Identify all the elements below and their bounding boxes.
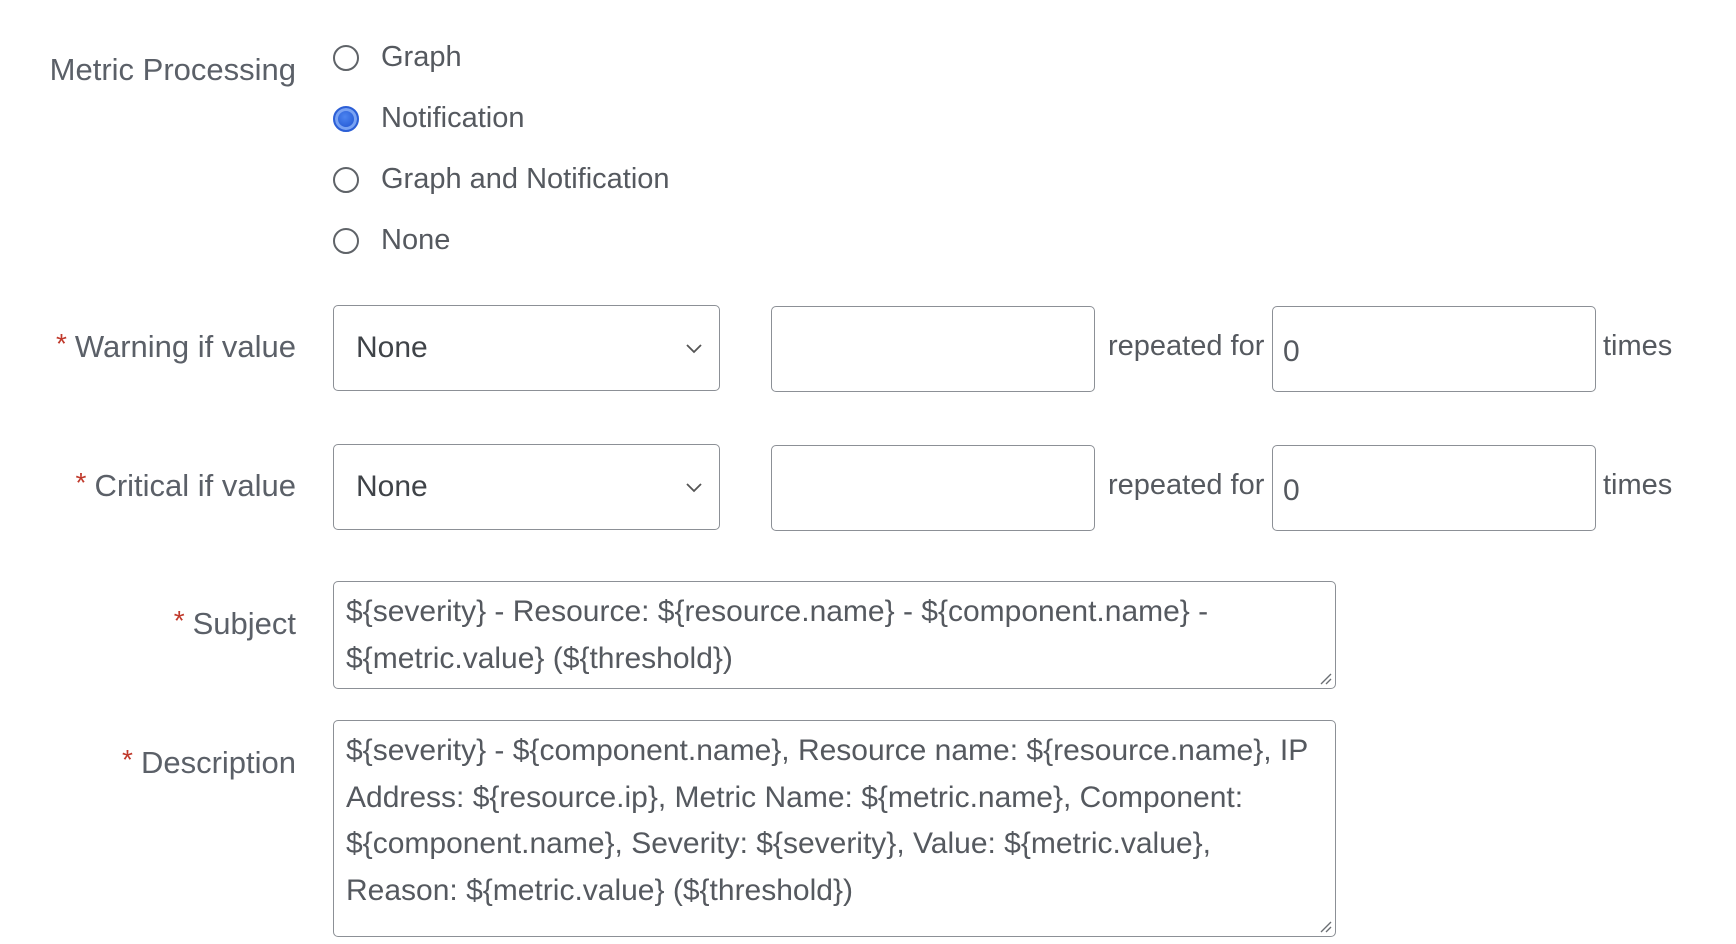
radio-option-graph-and-notification[interactable]: [333, 163, 670, 196]
metric-processing-label: [50, 52, 296, 88]
radio-notification[interactable]: [333, 106, 359, 132]
critical-label: [76, 468, 296, 504]
critical-threshold-input[interactable]: [771, 445, 1095, 531]
subject-value: ${severity} - Resource: ${resource.name} - ${component.name} - ${metric.value} (${threshold}): [346, 595, 1209, 675]
warning-operator-select[interactable]: [333, 305, 720, 391]
radio-label-notification: Notification: [381, 102, 525, 134]
critical-times-label: times: [1603, 469, 1673, 501]
radio-label-graph-and-notification: Graph and Notification: [381, 163, 670, 195]
warning-repeat-count-value: 0: [1283, 335, 1300, 368]
subject-label: [174, 606, 296, 642]
critical-operator-select[interactable]: [333, 444, 720, 530]
required-asterisk: *: [55, 328, 67, 359]
description-label: [122, 745, 296, 781]
metric-processing-label-text: Metric Processing: [49, 52, 296, 87]
description-value: ${severity} - ${component.name}, Resource name: ${resource.name}, IP Address: ${resource.ip}, Metric Name: ${metric.name}, Component: ${component.name}, Severity: ${severity}, Value: ${metric.value}, Reason: ${metric.value} (${threshold}): [346, 734, 1308, 907]
resize-grip-icon[interactable]: [1318, 919, 1332, 933]
chevron-down-icon: [685, 339, 703, 357]
warning-repeat-count-input[interactable]: [1272, 306, 1596, 392]
radio-graph-and-notification[interactable]: [333, 167, 359, 193]
radio-none[interactable]: [333, 228, 359, 254]
description-textarea[interactable]: [333, 720, 1336, 937]
warning-label-text: Warning if value: [74, 329, 296, 364]
radio-option-graph[interactable]: [333, 41, 462, 74]
critical-repeated-label: repeated for: [1108, 469, 1265, 501]
radio-label-graph: Graph: [381, 41, 462, 73]
warning-threshold-input[interactable]: [771, 306, 1095, 392]
warning-label: [56, 329, 296, 365]
critical-label-text: Critical if value: [94, 468, 296, 503]
subject-label-text: Subject: [192, 606, 296, 641]
radio-option-notification[interactable]: [333, 102, 524, 135]
radio-graph[interactable]: [333, 45, 359, 71]
resize-grip-icon[interactable]: [1318, 671, 1332, 685]
subject-textarea[interactable]: [333, 581, 1336, 689]
critical-repeat-count-value: 0: [1283, 474, 1300, 507]
warning-times-label: times: [1603, 330, 1673, 362]
required-asterisk: *: [122, 744, 133, 775]
warning-repeated-label: repeated for: [1108, 330, 1265, 362]
radio-option-none[interactable]: [333, 224, 450, 257]
description-label-text: Description: [140, 745, 296, 780]
chevron-down-icon: [685, 478, 703, 496]
warning-operator-value: None: [356, 331, 428, 364]
required-asterisk: *: [173, 605, 185, 636]
radio-label-none: None: [381, 224, 451, 256]
critical-repeat-count-input[interactable]: [1272, 445, 1596, 531]
critical-operator-value: None: [356, 470, 428, 503]
required-asterisk: *: [75, 467, 87, 498]
